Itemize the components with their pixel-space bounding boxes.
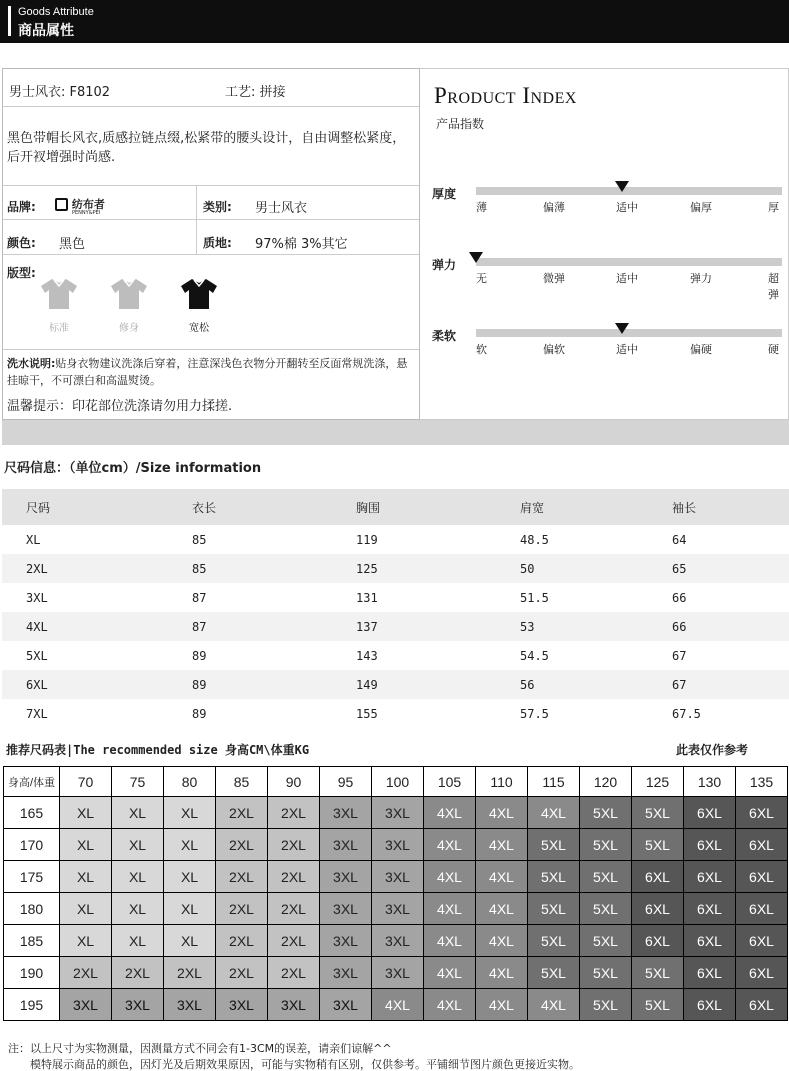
recommend-size-cell: 4XL: [424, 797, 476, 829]
recommend-weight-cell: 120: [580, 767, 632, 797]
recommend-size-cell: XL: [60, 861, 112, 893]
recommend-size-cell: 5XL: [528, 957, 580, 989]
recommend-weight-cell: 135: [736, 767, 788, 797]
recommend-size-cell: 4XL: [476, 797, 528, 829]
recommend-size-cell: 3XL: [372, 893, 424, 925]
recommend-size-cell: 4XL: [528, 989, 580, 1021]
recommend-size-cell: 3XL: [320, 893, 372, 925]
recommend-weight-cell: 130: [684, 767, 736, 797]
recommend-row: [4, 957, 788, 989]
recommend-weight-cell: 105: [424, 767, 476, 797]
size-table-cell: 89: [192, 648, 207, 663]
recommend-size-cell: 5XL: [580, 829, 632, 861]
shirt-icon: [109, 277, 149, 311]
recommend-size-cell: 2XL: [216, 797, 268, 829]
recommend-size-cell: 4XL: [476, 989, 528, 1021]
recommend-size-cell: 6XL: [736, 957, 788, 989]
recommend-weight-cell: 80: [164, 767, 216, 797]
size-table-header-cell: 胸围: [332, 489, 496, 525]
category-value: 男士风衣: [255, 201, 308, 216]
fit-option-label: 修身: [119, 323, 139, 334]
recommend-size-cell: 5XL: [580, 925, 632, 957]
recommend-size-cell: 4XL: [424, 829, 476, 861]
size-table-row: [2, 525, 789, 554]
scale-tick-label: 薄: [476, 201, 487, 214]
scale-tick-label: 弹力: [690, 272, 712, 285]
scale-tick-label: 无: [476, 272, 487, 285]
recommend-size-cell: 3XL: [372, 797, 424, 829]
wash-text: 贴身衣物建议洗涤后穿着，注意深浅色衣物分开翻转至反面常规洗涤，悬挂晾干，不可漂白和高温熨烫。: [7, 357, 408, 387]
recommend-size-cell: 4XL: [476, 925, 528, 957]
size-table-cell: 6XL: [2, 670, 168, 699]
recommend-size-cell: 3XL: [112, 989, 164, 1021]
scale-tick-label: 微弹: [543, 272, 565, 285]
recommend-height-cell: 165: [4, 797, 60, 829]
recommend-size-cell: 6XL: [632, 861, 684, 893]
scale-marker: [615, 323, 629, 334]
size-table-cell: 67.5: [672, 706, 701, 721]
recommend-size-cell: 2XL: [112, 957, 164, 989]
recommend-size-cell: 2XL: [268, 861, 320, 893]
recommend-size-cell: 6XL: [632, 925, 684, 957]
size-table-cell: XL: [26, 532, 41, 547]
recommend-row: [4, 829, 788, 861]
recommend-header-row: [4, 767, 788, 797]
recommend-row: [4, 861, 788, 893]
recommend-size-cell: 4XL: [424, 893, 476, 925]
recommend-size-cell: 4XL: [476, 861, 528, 893]
recommend-size-cell: 4XL: [424, 925, 476, 957]
brand-name: 纺布者: [71, 198, 105, 211]
product-index-subtitle: 产品指数: [436, 117, 485, 131]
recommend-size-cell: XL: [112, 797, 164, 829]
recommend-weight-cell: 125: [632, 767, 684, 797]
care-tip: 温馨提示：印花部位洗涤请勿用力揉搓.: [7, 399, 233, 414]
shirt-icon: [39, 277, 79, 311]
recommend-weight-cell: 85: [216, 767, 268, 797]
recommend-size-cell: 3XL: [320, 925, 372, 957]
recommend-weight-cell: 70: [60, 767, 112, 797]
recommend-size-cell: 4XL: [372, 989, 424, 1021]
recommend-size-cell: 3XL: [372, 829, 424, 861]
recommend-size-cell: 3XL: [372, 925, 424, 957]
recommend-weight-cell: 115: [528, 767, 580, 797]
recommend-corner-cell: 身高/体重: [4, 767, 60, 797]
size-table-cell: 3XL: [26, 590, 48, 605]
scale-tick-label: 适中: [616, 343, 638, 356]
recommend-weight-cell: 100: [372, 767, 424, 797]
recommend-weight-cell: 110: [476, 767, 528, 797]
recommend-size-cell: 3XL: [320, 989, 372, 1021]
recommend-size-cell: 2XL: [268, 829, 320, 861]
recommend-size-cell: 6XL: [736, 797, 788, 829]
recommend-row: [4, 925, 788, 957]
header-accent-mark: [8, 6, 11, 36]
recommend-size-cell: 6XL: [684, 861, 736, 893]
fit-option: [179, 277, 219, 334]
size-table-header-cell: 肩宽: [496, 489, 648, 525]
size-table-cell: 89: [168, 670, 332, 699]
divider-band: [2, 420, 789, 445]
recommend-size-cell: 5XL: [580, 957, 632, 989]
recommend-size-cell: 6XL: [736, 861, 788, 893]
product-index-title: Product Index: [434, 83, 577, 108]
recommend-size-cell: 4XL: [424, 861, 476, 893]
fit-option: [39, 277, 79, 334]
section-header: [0, 0, 789, 43]
recommend-weight-cell: 95: [320, 767, 372, 797]
recommend-row: [4, 797, 788, 829]
recommend-size-cell: 5XL: [580, 861, 632, 893]
recommend-size-cell: XL: [112, 861, 164, 893]
recommend-size-cell: 4XL: [424, 989, 476, 1021]
size-table-cell: 51.5: [520, 590, 549, 605]
recommend-size-cell: XL: [60, 829, 112, 861]
size-table-row: [2, 670, 789, 699]
material-label: 质地:: [203, 236, 232, 250]
recommend-size-cell: 3XL: [320, 861, 372, 893]
scale-tick-label: 超弹: [768, 272, 779, 301]
scale-marker: [615, 181, 629, 192]
material-value: 97%棉 3%其它: [255, 237, 348, 252]
size-table-cell: 48.5: [520, 532, 549, 547]
recommend-size-cell: 6XL: [736, 925, 788, 957]
size-table-cell: 89: [192, 706, 207, 721]
recommend-size-cell: 5XL: [632, 989, 684, 1021]
recommend-size-cell: 2XL: [268, 893, 320, 925]
size-table-cell: 149: [332, 670, 496, 699]
recommend-size-cell: 5XL: [632, 957, 684, 989]
recommend-size-cell: 2XL: [216, 829, 268, 861]
size-table-cell: 5XL: [26, 648, 48, 663]
attribute-panel: [2, 68, 420, 420]
recommend-size-cell: 4XL: [424, 957, 476, 989]
scale-label: 柔软: [432, 329, 457, 343]
size-info-title: 尺码信息：（单位cm）/Size information: [4, 461, 262, 476]
craft: 工艺: 拼接: [225, 85, 286, 100]
recommend-weight-cell: 90: [268, 767, 320, 797]
recommend-height-cell: 195: [4, 989, 60, 1021]
size-table-cell: 7XL: [26, 706, 48, 721]
size-table-cell: 65: [648, 554, 789, 583]
size-table-cell: 66: [648, 612, 789, 641]
recommend-height-cell: 170: [4, 829, 60, 861]
recommend-size-cell: XL: [164, 797, 216, 829]
recommend-size-cell: 2XL: [216, 861, 268, 893]
size-table-cell: 85: [168, 554, 332, 583]
size-table-cell: 125: [332, 554, 496, 583]
recommend-size-cell: 6XL: [632, 893, 684, 925]
recommend-size-cell: 2XL: [268, 957, 320, 989]
style-number: 男士风衣: F8102: [9, 85, 111, 100]
recommend-note: 此表仅作参考: [676, 743, 749, 757]
size-table-cell: 87: [192, 590, 207, 605]
recommend-size-cell: 6XL: [684, 989, 736, 1021]
recommend-size-cell: 5XL: [580, 893, 632, 925]
recommend-size-cell: 5XL: [580, 989, 632, 1021]
recommend-table: [3, 766, 788, 1021]
recommend-size-cell: 4XL: [528, 797, 580, 829]
recommend-size-cell: 6XL: [736, 893, 788, 925]
size-table-cell: 54.5: [520, 648, 549, 663]
recommend-height-cell: 175: [4, 861, 60, 893]
recommend-weight-cell: 75: [112, 767, 164, 797]
size-table-cell: 155: [356, 706, 378, 721]
recommend-size-cell: 6XL: [684, 893, 736, 925]
size-table: [2, 489, 789, 728]
recommend-size-cell: 5XL: [528, 893, 580, 925]
size-table-cell: 87: [168, 612, 332, 641]
scale-bar: [476, 187, 782, 195]
recommend-size-cell: 3XL: [372, 957, 424, 989]
recommend-height-cell: 185: [4, 925, 60, 957]
size-table-cell: 67: [672, 648, 687, 663]
footer-note-2: 模特展示商品的颜色，因灯光及后期效果原因，可能与实物稍有区别，仅供参考。平铺细节图片颜色更接近实物。: [30, 1058, 580, 1071]
scale-label: 弹力: [432, 258, 457, 272]
recommend-height-cell: 180: [4, 893, 60, 925]
header-title-en: Goods Attribute: [18, 6, 94, 18]
recommend-size-cell: XL: [60, 893, 112, 925]
fit-option: [109, 277, 149, 334]
recommend-title: 推荐尺码表|The recommended size 身高CM\体重KG: [6, 743, 310, 757]
recommend-size-cell: XL: [164, 893, 216, 925]
recommend-size-cell: 5XL: [528, 925, 580, 957]
color-label: 颜色:: [7, 236, 36, 250]
scale-label: 厚度: [432, 187, 457, 201]
recommend-size-cell: 3XL: [216, 989, 268, 1021]
scale-bar: [476, 258, 782, 266]
recommend-size-cell: 6XL: [736, 829, 788, 861]
recommend-size-cell: 5XL: [632, 797, 684, 829]
recommend-size-cell: 3XL: [164, 989, 216, 1021]
recommend-size-cell: 2XL: [268, 797, 320, 829]
recommend-size-cell: 2XL: [164, 957, 216, 989]
recommend-size-cell: 6XL: [684, 925, 736, 957]
scale-marker: [469, 252, 483, 263]
header-title-cn: 商品属性: [18, 23, 74, 39]
recommend-size-cell: XL: [112, 829, 164, 861]
recommend-size-cell: 6XL: [684, 797, 736, 829]
size-table-cell: 66: [672, 590, 687, 605]
size-table-cell: 50: [496, 554, 648, 583]
shirt-icon: [179, 277, 219, 311]
recommend-size-cell: 6XL: [684, 957, 736, 989]
recommend-size-cell: XL: [60, 925, 112, 957]
recommend-size-cell: 3XL: [60, 989, 112, 1021]
scale-tick-label: 厚: [768, 201, 779, 214]
size-table-cell: 56: [496, 670, 648, 699]
recommend-size-cell: 3XL: [372, 861, 424, 893]
size-table-cell: 53: [496, 612, 648, 641]
size-table-cell: 143: [356, 648, 378, 663]
scale-tick-label: 偏硬: [690, 343, 712, 356]
recommend-size-cell: 2XL: [60, 957, 112, 989]
recommend-size-cell: 3XL: [320, 829, 372, 861]
recommend-size-cell: 2XL: [216, 893, 268, 925]
brand-logo-icon: [55, 198, 68, 211]
recommend-size-cell: 6XL: [736, 989, 788, 1021]
recommend-size-cell: 5XL: [528, 861, 580, 893]
scale-tick-label: 偏厚: [690, 201, 712, 214]
brand-sub: PENNY&PEI: [72, 210, 101, 216]
scale-tick-label: 硬: [768, 343, 779, 356]
product-index-panel: [420, 68, 789, 420]
scale-tick-label: 软: [476, 343, 487, 356]
scale-tick-label: 偏薄: [543, 201, 565, 214]
recommend-size-cell: 4XL: [476, 957, 528, 989]
recommend-size-cell: 5XL: [580, 797, 632, 829]
brand-label: 品牌:: [7, 200, 36, 214]
size-table-cell: 119: [356, 532, 378, 547]
category-label: 类别:: [203, 200, 232, 214]
size-table-row: [2, 641, 789, 670]
recommend-row: [4, 989, 788, 1021]
fit-option-label: 标准: [49, 323, 69, 334]
size-table-header-cell: 袖长: [648, 489, 789, 525]
size-table-cell: 4XL: [2, 612, 168, 641]
description: 黑色带帽长风衣,质感拉链点缀,松紧带的腰头设计，自由调整松紧度，后开衩增强时尚感.: [7, 131, 406, 165]
recommend-size-cell: 2XL: [216, 925, 268, 957]
recommend-size-cell: XL: [60, 797, 112, 829]
size-table-header: [2, 489, 789, 525]
size-table-cell: 2XL: [2, 554, 168, 583]
recommend-size-cell: 4XL: [476, 829, 528, 861]
recommend-size-cell: 5XL: [528, 829, 580, 861]
scale-tick-label: 偏软: [543, 343, 565, 356]
footer-note-1: 注：以上尺寸为实物测量，因测量方式不同会有1-3CM的误差，请亲们谅解^^: [8, 1042, 392, 1055]
scale-tick-label: 适中: [616, 272, 638, 285]
recommend-size-cell: 3XL: [320, 957, 372, 989]
recommend-size-cell: XL: [112, 893, 164, 925]
recommend-size-cell: XL: [112, 925, 164, 957]
recommend-size-cell: 6XL: [684, 829, 736, 861]
brand-logo: [55, 196, 105, 216]
recommend-size-cell: 5XL: [632, 829, 684, 861]
size-table-cell: 67: [648, 670, 789, 699]
size-table-cell: 131: [356, 590, 378, 605]
recommend-size-cell: XL: [164, 861, 216, 893]
recommend-size-cell: 3XL: [320, 797, 372, 829]
size-table-header-cell: 衣长: [168, 489, 332, 525]
recommend-size-cell: XL: [164, 829, 216, 861]
size-table-row: [2, 583, 789, 612]
size-table-header-cell: 尺码: [2, 489, 168, 525]
fit-option-label: 宽松: [189, 323, 209, 334]
size-table-row: [2, 554, 789, 583]
recommend-row: [4, 893, 788, 925]
size-table-cell: 137: [332, 612, 496, 641]
recommend-size-cell: 2XL: [216, 957, 268, 989]
size-table-row: [2, 699, 789, 728]
recommend-size-cell: 2XL: [268, 925, 320, 957]
recommend-height-cell: 190: [4, 957, 60, 989]
wash-label: 洗水说明:: [7, 357, 56, 370]
size-table-cell: 85: [192, 532, 207, 547]
scale-tick-label: 适中: [616, 201, 638, 214]
color-value: 黑色: [59, 237, 86, 252]
fit-label: 版型:: [7, 266, 36, 280]
size-table-row: [2, 612, 789, 641]
scale-bar: [476, 329, 782, 337]
recommend-size-cell: 4XL: [476, 893, 528, 925]
wash-instructions: [7, 355, 417, 389]
recommend-size-cell: 3XL: [268, 989, 320, 1021]
size-table-cell: 64: [672, 532, 687, 547]
recommend-size-cell: XL: [164, 925, 216, 957]
size-table-cell: 57.5: [520, 706, 549, 721]
